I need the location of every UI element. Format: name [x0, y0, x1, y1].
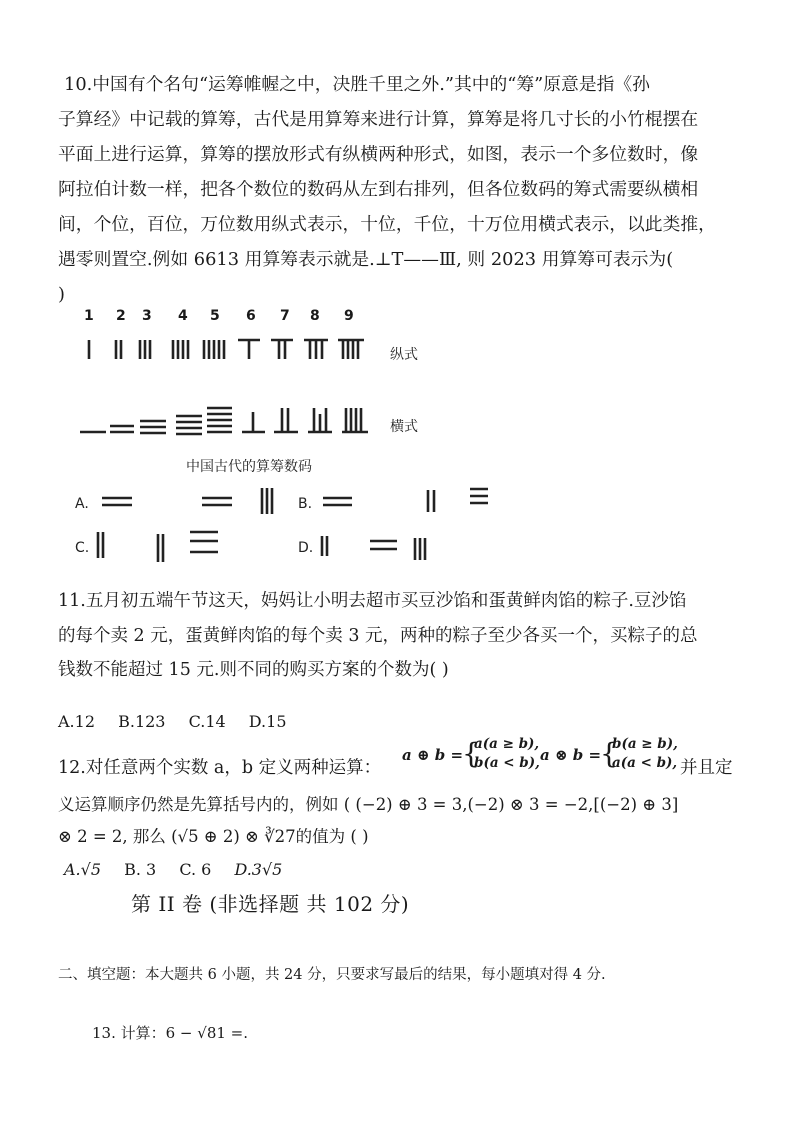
- horizontal-form-label: 横式: [390, 419, 418, 435]
- digit-label: 3: [142, 308, 152, 324]
- q12-option-c: C. 6: [179, 860, 212, 879]
- digit-label: 5: [210, 308, 220, 324]
- q12-line-3: ⊗ 2 = 2, 那么 (√5 ⊕ 2) ⊗ ∛27的值为 ( ): [58, 827, 369, 846]
- op1-case-1: a(a ≥ b),: [474, 736, 540, 752]
- q12-option-b: B. 3: [124, 860, 157, 879]
- digit-label: 4: [178, 308, 188, 324]
- op2-case-1: b(a ≥ b),: [612, 736, 678, 752]
- op2-case-2: a(a < b),: [612, 755, 678, 771]
- op1-lhs: a ⊕ b =: [402, 746, 464, 764]
- q10-line-3: 平面上进行运算，算筹的摆放形式有纵横两种形式，如图，表示一个多位数时，像: [58, 144, 699, 165]
- q11-option-b: B.123: [118, 712, 166, 731]
- op1-case-2: b(a < b),: [474, 755, 540, 771]
- horizontal-rods-row: [80, 408, 368, 434]
- q12-line-1: 12.对任意两个实数 a，b 定义两种运算：: [58, 758, 382, 778]
- q10-line-5: 间，个位，百位，万位数用纵式表示，十位，千位，十万位用横式表示，以此类推，: [58, 214, 716, 235]
- fill-in-instruction: 二、填空题：本大题共 6 小题，共 24 分，只要求写最后的结果，每小题填对得 4 分.: [58, 967, 606, 983]
- option-c-rods: [98, 532, 218, 562]
- q10-line-4: 阿拉伯计数一样，把各个数位的数码从左到右排列，但各位数码的筹式需要纵横相: [58, 179, 699, 200]
- digit-label: 8: [310, 308, 320, 324]
- q11-line-1: 11.五月初五端午节这天，妈妈让小明去超市买豆沙馅和蛋黄鲜肉馅的粽子.豆沙馅: [58, 591, 687, 611]
- digit-label: 9: [344, 308, 354, 324]
- option-a-label: A.: [75, 496, 89, 512]
- q10-line-7: ): [58, 284, 65, 305]
- vertical-rods-row: [89, 340, 364, 359]
- option-c-label: C.: [75, 540, 90, 556]
- q11-options: [58, 712, 305, 731]
- vertical-form-label: 纵式: [390, 347, 418, 363]
- q10-line-1: 10.中国有个名句“运筹帷幄之中，决胜千里之外.”其中的“筹”原意是指《孙: [64, 74, 650, 95]
- option-d-rods: [322, 536, 425, 560]
- option-b-label: B.: [298, 496, 313, 512]
- q11-line-2: 的每个卖 2 元，蛋黄鲜肉馅的每个卖 3 元，两种的粽子至少各买一个，买粽子的总: [58, 626, 698, 646]
- question-13: 13. 计算：6 − √81 =.: [92, 1024, 249, 1042]
- digit-label: 7: [280, 308, 290, 324]
- rod-numerals-drawing: [60, 300, 520, 570]
- digit-label: 1: [84, 308, 94, 324]
- q12-line-2: 义运算顺序仍然是先算括号内的，例如 ( (−2) ⊕ 3 = 3,(−2) ⊗ 3 = −2,[(−2) ⊕ 3]: [58, 795, 679, 814]
- q12-option-d: D.3√5: [234, 860, 283, 879]
- option-d-label: D.: [298, 540, 314, 556]
- digit-label: 6: [246, 308, 256, 324]
- op1-brace: {: [462, 737, 480, 770]
- op2-lhs: a ⊗ b =: [540, 746, 602, 764]
- q12-line-1-tail: 并且定: [680, 758, 733, 778]
- q10-line-2: 子算经》中记载的算筹，古代是用算筹来进行计算，算筹是将几寸长的小竹棍摆在: [58, 109, 699, 130]
- q12-options: [64, 860, 300, 879]
- q11-line-3: 钱数不能超过 15 元.则不同的购买方案的个数为( ): [58, 660, 449, 680]
- q12-operation-definitions: [402, 736, 702, 778]
- q11-option-c: C.14: [188, 712, 226, 731]
- option-b-rods: [323, 489, 488, 512]
- option-a-rods: [102, 488, 272, 514]
- q10-line-6: 遇零则置空.例如 6613 用算筹表示就是.⊥T——Ⅲ, 则 2023 用算筹可表示为(: [58, 249, 674, 270]
- q11-option-d: D.15: [248, 712, 287, 731]
- figure-caption: 中国古代的算筹数码: [186, 459, 312, 475]
- section-2-title: 第 II 卷 (非选择题 共 102 分): [131, 892, 410, 916]
- counting-rods-figure: [60, 300, 520, 570]
- q12-option-a: A.√5: [64, 860, 102, 879]
- op2-brace: {: [600, 737, 618, 770]
- digit-label: 2: [116, 308, 126, 324]
- q11-option-a: A.12: [58, 712, 95, 731]
